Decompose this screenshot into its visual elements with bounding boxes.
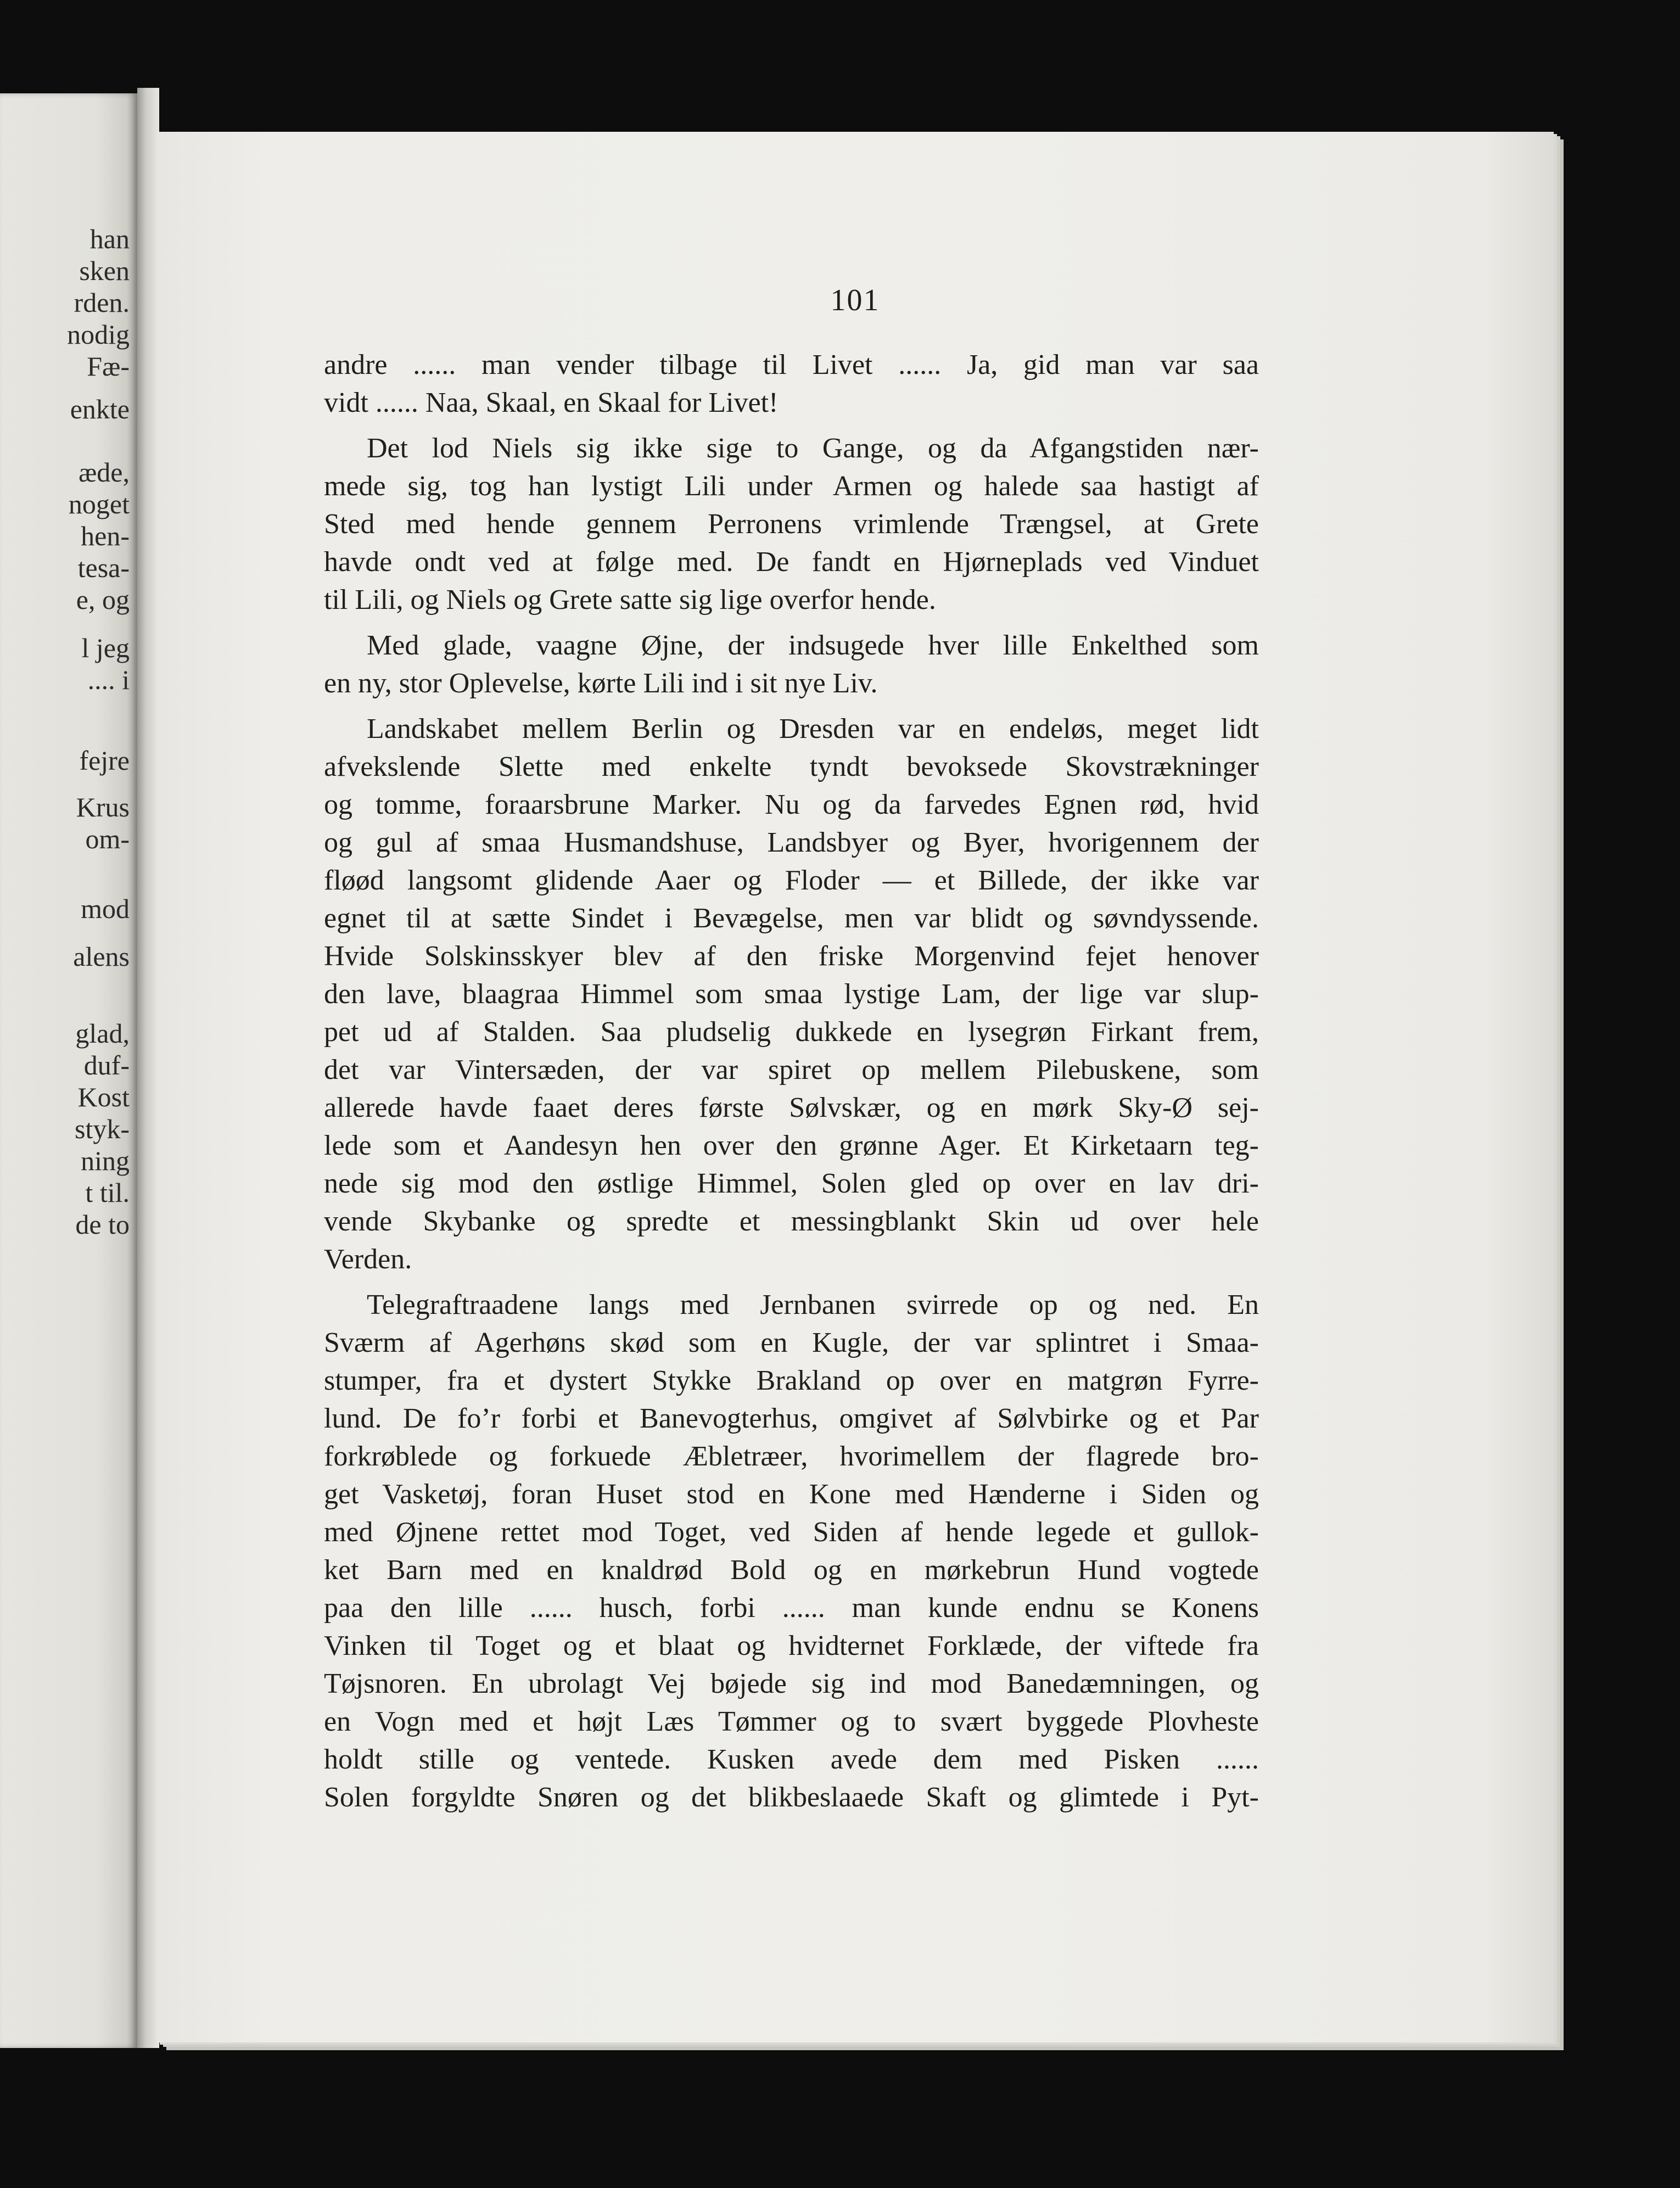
- text-line: en ny, stor Oplevelse, kørte Lili ind i sit nye Liv.: [324, 668, 878, 699]
- text-line: paa den lille ...... husch, forbi ...... man kunde endnu se Konens: [324, 1592, 1259, 1624]
- left-page-fragment: noget: [68, 489, 130, 519]
- left-page-fragment: t til.: [85, 1177, 130, 1208]
- left-page-fragment: mod: [81, 893, 130, 924]
- text-line: Landskabet mellem Berlin og Dresden var en endeløs, meget lidt: [367, 713, 1259, 745]
- text-line: holdt stille og ventede. Kusken avede dem med Pisken ......: [324, 1744, 1259, 1775]
- left-page-fragment: fejre: [79, 745, 130, 776]
- left-page-fragment: nodig: [67, 319, 130, 350]
- left-page-fragment: de to: [75, 1209, 130, 1240]
- left-page-fragment: ning: [81, 1145, 130, 1176]
- text-line: en Vogn med et højt Læs Tømmer og to svært byggede Plovheste: [324, 1706, 1259, 1737]
- text-line: mede sig, tog han lystigt Lili under Armen og halede saa hastigt af: [324, 471, 1259, 502]
- left-facing-page: [0, 93, 137, 2048]
- text-line: Tøjsnoren. En ubrolagt Vej bøjede sig ind mod Banedæmningen, og: [324, 1668, 1259, 1699]
- text-line: med Øjnene rettet mod Toget, ved Siden af hende legede et gullok-: [324, 1517, 1259, 1548]
- text-line: Det lod Niels sig ikke sige to Gange, og da Afgangstiden nær-: [367, 433, 1259, 464]
- text-line: Verden.: [324, 1244, 412, 1275]
- text-line: vidt ...... Naa, Skaal, en Skaal for Livet!: [324, 387, 779, 418]
- text-line: Hvide Solskinsskyer blev af den friske Morgenvind fejet henover: [324, 941, 1259, 972]
- book-page: [156, 132, 1554, 2042]
- left-page-fragment: styk-: [75, 1113, 130, 1144]
- left-page-fragment: han: [89, 223, 130, 254]
- text-line: og gul af smaa Husmandshuse, Landsbyer og Byer, hvorigennem der: [324, 827, 1259, 858]
- paragraph-gap: [324, 422, 1259, 429]
- text-line: egnet til at sætte Sindet i Bevægelse, men var blidt og søvndyssende.: [324, 903, 1259, 934]
- text-line: get Vasketøj, foran Huset stod en Kone med Hænderne i Siden og: [324, 1479, 1259, 1510]
- left-page-fragment: rden.: [74, 287, 130, 318]
- text-line: ket Barn med en knaldrød Bold og en mørkebrun Hund vogtede: [324, 1554, 1259, 1586]
- left-page-fragment: duf-: [83, 1050, 130, 1081]
- text-line: andre ...... man vender tilbage til Livet ...... Ja, gid man var saa: [324, 349, 1259, 380]
- text-line: til Lili, og Niels og Grete satte sig lige overfor hende.: [324, 584, 936, 615]
- paragraph-gap: [324, 619, 1259, 626]
- left-page-fragment: Fæ-: [87, 351, 130, 382]
- left-page-fragment: alens: [73, 941, 130, 972]
- paragraph-gap: [324, 702, 1259, 710]
- text-line: havde ondt ved at følge med. De fandt en Hjørneplads ved Vinduet: [324, 546, 1259, 578]
- body-text: [324, 346, 1259, 1816]
- left-page-fragment: Krus: [76, 792, 130, 822]
- text-line: vende Skybanke og spredte et messingblankt Skin ud over hele: [324, 1206, 1259, 1237]
- text-line: afvekslende Slette med enkelte tyndt bevoksede Skovstrækninger: [324, 751, 1259, 782]
- text-line: og tomme, foraarsbrune Marker. Nu og da farvedes Egnen rød, hvid: [324, 789, 1259, 820]
- text-line: allerede havde faaet deres første Sølvskær, og en mørk Sky-Ø sej-: [324, 1092, 1259, 1123]
- text-line: forkrøblede og forkuede Æbletræer, hvorimellem der flagrede bro-: [324, 1441, 1259, 1472]
- text-line: det var Vintersæden, der var spiret op mellem Pilebuskene, som: [324, 1054, 1259, 1085]
- left-page-fragment: enkte: [70, 394, 130, 424]
- text-line: fløød langsomt glidende Aaer og Floder — et Billede, der ikke var: [324, 865, 1259, 896]
- paragraph-gap: [324, 1278, 1259, 1286]
- left-page-fragment: sken: [79, 255, 130, 286]
- text-line: Telegraftraadene langs med Jernbanen svirrede op og ned. En: [367, 1289, 1259, 1320]
- text-line: Solen forgyldte Snøren og det blikbeslaaede Skaft og glimtede i Pyt-: [324, 1782, 1259, 1813]
- book-gutter: [137, 88, 159, 2048]
- left-page-fragment: glad,: [75, 1018, 130, 1049]
- left-page-fragment: l jeg: [81, 633, 130, 663]
- left-page-fragment: tesa-: [77, 552, 130, 583]
- text-line: Sværm af Agerhøns skød som en Kugle, der var splintret i Smaa-: [324, 1327, 1259, 1358]
- text-line: Med glade, vaagne Øjne, der indsugede hver lille Enkelthed som: [367, 630, 1259, 661]
- text-line: Sted med hende gennem Perronens vrimlende Trængsel, at Grete: [324, 508, 1259, 540]
- text-line: pet ud af Stalden. Saa pludselig dukkede en lysegrøn Firkant frem,: [324, 1016, 1259, 1048]
- left-page-fragment: hen-: [81, 521, 130, 551]
- left-page-fragment: Kost: [77, 1082, 130, 1112]
- text-line: stumper, fra et dystert Stykke Brakland op over en matgrøn Fyrre-: [324, 1365, 1259, 1396]
- left-page-fragment: om-: [85, 824, 130, 854]
- text-line: nede sig mod den østlige Himmel, Solen gled op over en lav dri-: [324, 1168, 1259, 1199]
- page-number: 101: [830, 283, 880, 317]
- text-line: Vinken til Toget og et blaat og hvidternet Forklæde, der viftede fra: [324, 1630, 1259, 1661]
- text-line: den lave, blaagraa Himmel som smaa lystige Lam, der lige var slup-: [324, 978, 1259, 1010]
- left-page-fragment: e, og: [76, 584, 130, 615]
- left-page-fragment: æde,: [78, 457, 130, 488]
- text-line: lede som et Aandesyn hen over den grønne Ager. Et Kirketaarn teg-: [324, 1130, 1259, 1161]
- text-line: lund. De fo’r forbi et Banevogterhus, omgivet af Sølvbirke og et Par: [324, 1403, 1259, 1434]
- left-page-fragment: .... i: [87, 664, 130, 695]
